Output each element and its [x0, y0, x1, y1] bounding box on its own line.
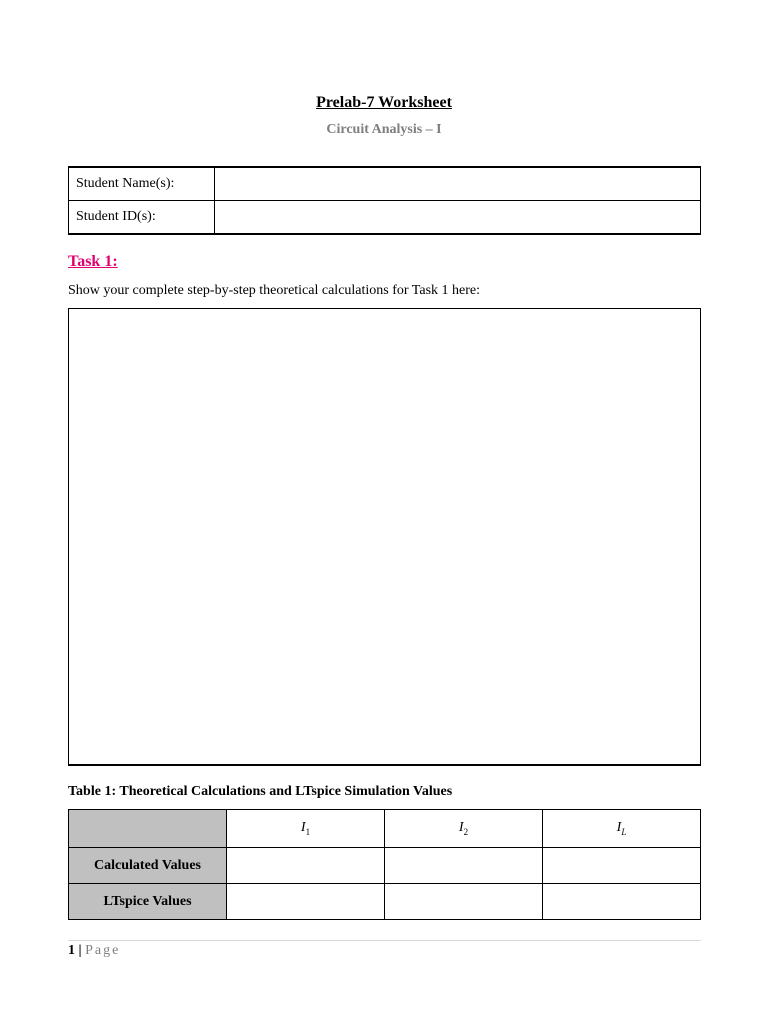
task-1-instruction: Show your complete step-by-step theoretical calculations for Task 1 here:: [68, 283, 481, 298]
ltspice-i1-cell[interactable]: [227, 884, 385, 920]
student-id-field[interactable]: [215, 201, 701, 235]
calculated-values-row: [69, 848, 701, 884]
student-info-table: [68, 166, 701, 235]
ltspice-values-row: [69, 884, 701, 920]
student-name-label: Student Name(s):: [69, 167, 215, 201]
calculated-i1-cell[interactable]: [227, 848, 385, 884]
footer-divider: [68, 940, 701, 941]
task-1-heading: Task 1:: [68, 253, 118, 270]
corner-header-cell: [69, 810, 227, 848]
page-number: 1: [68, 943, 75, 958]
student-id-row: [69, 201, 701, 235]
student-name-row: [69, 167, 701, 201]
values-table: [68, 809, 701, 920]
table-1-caption: Table 1: Theoretical Calculations and LTspice Simulation Values: [68, 784, 453, 799]
footer-separator: |: [75, 943, 86, 958]
ltspice-il-cell[interactable]: [543, 884, 701, 920]
page-title: Prelab-7 Worksheet: [316, 94, 452, 111]
column-header-il: [543, 810, 701, 848]
student-id-label: Student ID(s):: [69, 201, 215, 235]
calculated-il-cell[interactable]: [543, 848, 701, 884]
i2-symbol: $I_2$: [458, 820, 469, 837]
page-footer: [68, 943, 120, 959]
calculated-i2-cell[interactable]: [385, 848, 543, 884]
ltspice-values-label: LTspice Values: [69, 884, 227, 920]
page-label: Page: [85, 943, 121, 958]
ltspice-i2-cell[interactable]: [385, 884, 543, 920]
calculated-values-label: Calculated Values: [69, 848, 227, 884]
il-symbol: $I_L$: [616, 820, 627, 837]
page-subtitle: Circuit Analysis – I: [326, 122, 442, 137]
column-header-i2: [385, 810, 543, 848]
values-table-header-row: [69, 810, 701, 848]
student-name-field[interactable]: [215, 167, 701, 201]
task-1-answer-box[interactable]: [68, 308, 701, 766]
column-header-i1: [227, 810, 385, 848]
i1-symbol: $I_1$: [300, 820, 311, 837]
